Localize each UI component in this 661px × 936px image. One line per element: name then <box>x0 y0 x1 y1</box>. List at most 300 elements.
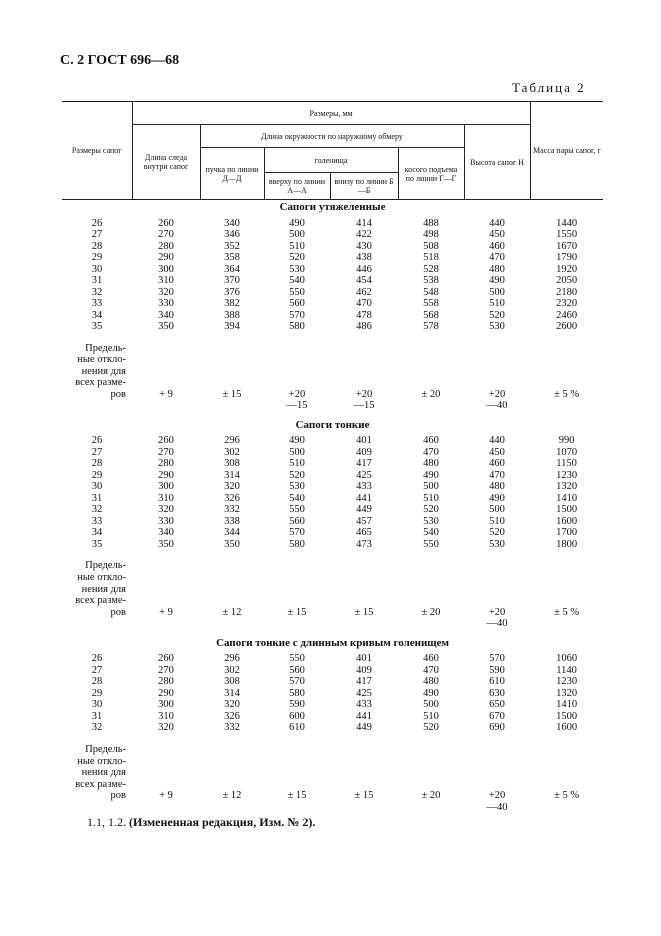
table-cell: 401 <box>356 435 372 447</box>
table-cell: 2600 <box>556 321 578 332</box>
table-cell: 310 <box>158 710 174 722</box>
limit-value-lower <box>132 618 200 630</box>
table-cell: 490 <box>423 469 439 481</box>
table-cell: 280 <box>158 240 174 252</box>
limits-label-line: нения для <box>81 365 126 377</box>
limit-value: ± 20 <box>421 388 441 400</box>
limit-value-lower <box>530 802 603 814</box>
limit-value: ± 15 <box>222 388 242 400</box>
limits-label-line: всех разме- <box>75 595 126 607</box>
table-cell: 508 <box>423 240 439 252</box>
table-cell: 1150 <box>556 458 577 470</box>
header-dims: Размеры, мм <box>132 102 530 125</box>
limits-cell <box>464 333 530 401</box>
table-cell: 340 <box>224 217 240 229</box>
table-cell: 302 <box>224 446 240 458</box>
table-cell: 308 <box>224 458 240 470</box>
table-cell: 550 <box>289 653 305 665</box>
table-cell: 540 <box>289 275 305 286</box>
table-row <box>62 711 603 723</box>
table-row <box>62 435 603 447</box>
table-cell: 394 <box>224 321 240 332</box>
limits-row-lower <box>62 802 603 814</box>
limit-value: ± 5 % <box>554 790 580 802</box>
table-cell: 28 <box>91 676 103 688</box>
table-cell: 26 <box>91 435 103 447</box>
limits-cell <box>398 734 464 802</box>
limit-value-lower <box>330 802 398 814</box>
table-cell: 340 <box>158 309 174 321</box>
table-cell: 630 <box>489 687 505 699</box>
table-cell: 1550 <box>556 229 578 240</box>
table-cell: 530 <box>423 515 439 527</box>
table-cell: 409 <box>356 446 372 458</box>
table-cell: 340 <box>158 527 174 539</box>
table-cell: 326 <box>224 492 240 504</box>
table-cell: 480 <box>423 676 439 688</box>
limits-cell <box>330 734 398 802</box>
table-cell: 32 <box>91 722 103 734</box>
table-cell: 460 <box>489 240 505 252</box>
table-cell: 1790 <box>556 252 578 263</box>
table-cell: 29 <box>91 252 103 263</box>
table-cell: 470 <box>356 298 372 309</box>
table-cell: 433 <box>356 481 372 493</box>
limit-value: +20 <box>488 388 506 400</box>
limit-value: ± 12 <box>222 790 242 802</box>
limits-label <box>62 734 132 802</box>
limit-value-lower <box>398 400 464 412</box>
limit-value: ± 15 <box>287 606 307 618</box>
table-cell: 280 <box>158 458 174 470</box>
section-title-row <box>62 200 603 218</box>
table-cell: 462 <box>356 286 372 298</box>
table-cell: 27 <box>91 664 103 676</box>
boots-dimensions-table <box>62 101 603 813</box>
table-cell: 446 <box>356 263 372 275</box>
limits-cell <box>132 734 200 802</box>
table-cell: 520 <box>423 722 439 734</box>
limit-value: + 9 <box>159 388 173 400</box>
table-cell: 1410 <box>556 699 578 711</box>
table-cell: 2460 <box>556 309 578 321</box>
limits-cell <box>464 550 530 618</box>
header-instep: косого подъема по линии Г—Г <box>398 148 464 200</box>
limits-label-line: всех разме- <box>75 377 126 389</box>
table-row <box>62 218 603 230</box>
table-cell: 1800 <box>556 538 578 550</box>
limit-value: ± 5 % <box>554 606 580 618</box>
header-shaft-bottom: внизу по линии Б—Б <box>330 173 398 200</box>
table-cell: 422 <box>356 229 372 240</box>
limits-row <box>62 333 603 401</box>
table-cell: 330 <box>158 515 174 527</box>
limits-label-line: ные откло- <box>77 354 126 366</box>
table-cell: 425 <box>356 469 372 481</box>
table-cell: 376 <box>224 286 240 298</box>
table-row <box>62 275 603 287</box>
table-cell: 530 <box>489 321 505 332</box>
limit-value-lower: —40 <box>486 400 508 412</box>
table-cell: 510 <box>423 492 439 504</box>
limits-row-lower <box>62 400 603 412</box>
limit-value: +20 <box>488 606 506 618</box>
table-row <box>62 298 603 310</box>
header-sizes: Размеры сапог <box>62 102 132 200</box>
table-cell: 480 <box>489 263 505 275</box>
table-cell: 490 <box>489 275 505 286</box>
table-cell: 550 <box>289 286 305 298</box>
table-cell: 560 <box>289 298 305 309</box>
table-cell: 33 <box>91 298 103 309</box>
table-cell: 30 <box>91 263 103 275</box>
table-cell: 450 <box>489 229 505 240</box>
table-cell: 332 <box>224 722 240 734</box>
table-cell: 568 <box>423 309 439 321</box>
table-cell: 414 <box>356 217 372 229</box>
limit-value-lower: —40 <box>486 801 508 813</box>
table-cell: 590 <box>489 664 505 676</box>
table-cell: 538 <box>423 275 439 286</box>
table-cell: 302 <box>224 664 240 676</box>
table-cell: 27 <box>91 229 103 240</box>
table-cell: 498 <box>423 229 439 240</box>
table-cell: 449 <box>356 722 372 734</box>
table-cell: 308 <box>224 676 240 688</box>
table-cell: 290 <box>158 469 174 481</box>
table-cell: 310 <box>158 492 174 504</box>
limit-value-lower <box>200 400 264 412</box>
table-cell: 296 <box>224 653 240 665</box>
limit-value-lower <box>530 618 603 630</box>
table-cell: 600 <box>289 710 305 722</box>
limit-value: ± 15 <box>287 790 307 802</box>
limits-label-line: ров <box>110 388 126 400</box>
table-cell: 358 <box>224 252 240 263</box>
limit-value: ± 5 % <box>554 388 580 400</box>
table-cell: 26 <box>91 217 103 229</box>
table-cell: 457 <box>356 515 372 527</box>
table-cell: 690 <box>489 722 505 734</box>
table-row <box>62 539 603 551</box>
table-cell: 610 <box>289 722 305 734</box>
table-cell: 488 <box>423 217 439 229</box>
limits-label-line: ров <box>110 606 126 618</box>
table-row <box>62 287 603 299</box>
table-cell: 260 <box>158 653 174 665</box>
limit-value-lower <box>132 400 200 412</box>
table-cell: 580 <box>289 687 305 699</box>
limit-value: ± 12 <box>222 606 242 618</box>
table-cell: 1230 <box>556 469 578 481</box>
limits-cell <box>330 333 398 401</box>
table-cell: 490 <box>289 217 305 229</box>
limit-value-lower <box>398 802 464 814</box>
table-cell: 1600 <box>556 515 578 527</box>
table-cell: 650 <box>489 699 505 711</box>
page-header: С. 2 ГОСТ 696—68 <box>60 53 180 68</box>
table-cell: 326 <box>224 710 240 722</box>
table-cell: 500 <box>423 481 439 493</box>
table-cell: 1440 <box>556 217 578 229</box>
table-cell: 570 <box>289 527 305 539</box>
table-title: Таблица 2 <box>512 80 586 95</box>
table-cell: 438 <box>356 252 372 263</box>
table-row <box>62 264 603 276</box>
table-cell: 510 <box>289 458 305 470</box>
header-shaft: голенища <box>264 148 398 173</box>
footnote-amendment: (Измененная редакция, Изм. № 2). <box>129 815 316 829</box>
limits-label-line: Предель- <box>85 342 126 354</box>
table-cell: 1320 <box>556 481 578 493</box>
table-cell: 430 <box>356 240 372 252</box>
table-row <box>62 699 603 711</box>
limit-value: +20 <box>488 790 506 802</box>
limits-label-line: ные откло- <box>77 755 126 767</box>
limit-value-lower <box>530 400 603 412</box>
limits-label-line: Предель- <box>85 560 126 572</box>
table-cell: 314 <box>224 469 240 481</box>
table-cell: 425 <box>356 687 372 699</box>
table-row <box>62 665 603 677</box>
table-cell: 580 <box>289 321 305 332</box>
table-row <box>62 676 603 688</box>
table-cell: 35 <box>91 321 103 332</box>
table-cell: 570 <box>489 653 505 665</box>
table-cell: 1500 <box>556 504 578 516</box>
table-cell: 296 <box>224 435 240 447</box>
table-cell: 490 <box>289 435 305 447</box>
limit-value-lower <box>264 618 330 630</box>
table-cell: 520 <box>289 469 305 481</box>
table-cell: 433 <box>356 699 372 711</box>
section-title-row <box>62 418 603 436</box>
table-cell: 320 <box>224 481 240 493</box>
limits-spacer <box>62 400 132 412</box>
limits-cell <box>530 734 603 802</box>
table-cell: 2180 <box>556 286 578 298</box>
table-cell: 558 <box>423 298 439 309</box>
table-row <box>62 688 603 700</box>
header-mass: Масса пары сапог, г <box>530 102 603 200</box>
table-cell: 32 <box>91 286 103 298</box>
limits-label-line: нения для <box>81 767 126 779</box>
table-cell: 382 <box>224 298 240 309</box>
limits-label <box>62 550 132 618</box>
limit-value-lower: —40 <box>486 618 508 630</box>
table-cell: 370 <box>224 275 240 286</box>
footnote-prefix: 1.1, 1.2. <box>87 815 126 829</box>
table-cell: 520 <box>489 309 505 321</box>
table-cell: 34 <box>91 527 103 539</box>
table-cell: 300 <box>158 481 174 493</box>
table-cell: 320 <box>158 722 174 734</box>
limits-label <box>62 333 132 401</box>
section-title-row <box>62 636 603 654</box>
table-cell: 28 <box>91 458 103 470</box>
table-cell: 1140 <box>556 664 577 676</box>
table-row <box>62 493 603 505</box>
table-cell: 486 <box>356 321 372 332</box>
table-cell: 270 <box>158 446 174 458</box>
table-cell: 510 <box>423 710 439 722</box>
table-cell: 460 <box>423 435 439 447</box>
table-row <box>62 241 603 253</box>
table-cell: 610 <box>489 676 505 688</box>
limits-label-line: нения для <box>81 583 126 595</box>
limit-value-lower <box>398 618 464 630</box>
limit-value-lower <box>200 802 264 814</box>
table-cell: 30 <box>91 481 103 493</box>
limits-cell <box>132 333 200 401</box>
limit-value: ± 20 <box>421 790 441 802</box>
header-shaft-top: вверху по линии А—А <box>264 173 330 200</box>
table-cell: 320 <box>158 286 174 298</box>
table-cell: 570 <box>289 676 305 688</box>
table-cell: 528 <box>423 263 439 275</box>
table-cell: 260 <box>158 435 174 447</box>
table-body <box>62 200 603 814</box>
table-cell: 338 <box>224 515 240 527</box>
table-cell: 1600 <box>556 722 578 734</box>
table-cell: 330 <box>158 298 174 309</box>
table-cell: 31 <box>91 710 103 722</box>
table-row <box>62 527 603 539</box>
table-cell: 500 <box>489 504 505 516</box>
table-cell: 1500 <box>556 710 578 722</box>
table-row <box>62 447 603 459</box>
header-trace-length: Длина следа внутри сапог <box>132 125 200 200</box>
table-row <box>62 504 603 516</box>
limits-cell <box>264 550 330 618</box>
table-cell: 548 <box>423 286 439 298</box>
table-cell: 670 <box>489 710 505 722</box>
table-cell: 500 <box>289 229 305 240</box>
table-cell: 2050 <box>556 275 578 286</box>
table-cell: 449 <box>356 504 372 516</box>
table-cell: 578 <box>423 321 439 332</box>
limits-cell <box>200 550 264 618</box>
footnote <box>87 815 315 830</box>
table-cell: 1700 <box>556 527 578 539</box>
table-cell: 441 <box>356 492 372 504</box>
limits-row <box>62 734 603 802</box>
table-cell: 290 <box>158 252 174 263</box>
table-cell: 31 <box>91 492 103 504</box>
table-cell: 510 <box>489 515 505 527</box>
table-cell: 30 <box>91 699 103 711</box>
header-height: Высота сапог Н <box>464 125 530 200</box>
table-cell: 990 <box>558 435 575 447</box>
table-cell: 520 <box>489 527 505 539</box>
limits-row <box>62 550 603 618</box>
table-cell: 346 <box>224 229 240 240</box>
limits-label-line: Предель- <box>85 743 126 755</box>
limit-value-lower <box>132 802 200 814</box>
table-cell: 27 <box>91 446 103 458</box>
limits-cell <box>398 333 464 401</box>
limit-value: +20 <box>355 388 373 400</box>
table-cell: 1670 <box>556 240 578 252</box>
header-bunch: пучка по линии Д—Д <box>200 148 264 200</box>
table-cell: 490 <box>423 687 439 699</box>
table-cell: 290 <box>158 687 174 699</box>
table-cell: 470 <box>489 252 505 263</box>
table-cell: 530 <box>289 263 305 275</box>
table-cell: 31 <box>91 275 103 286</box>
limits-cell <box>530 550 603 618</box>
section-title: Сапоги тонкие с длинным кривым голенищем <box>216 636 449 649</box>
table-cell: 280 <box>158 676 174 688</box>
table-row <box>62 470 603 482</box>
table-cell: 500 <box>423 699 439 711</box>
table-cell: 270 <box>158 229 174 240</box>
limits-spacer <box>62 802 132 814</box>
table-cell: 33 <box>91 515 103 527</box>
table-cell: 26 <box>91 653 103 665</box>
table-cell: 530 <box>289 481 305 493</box>
table-cell: 28 <box>91 240 103 252</box>
table-row <box>62 481 603 493</box>
limit-value: ± 15 <box>354 790 374 802</box>
table-row <box>62 310 603 322</box>
limits-row-lower <box>62 618 603 630</box>
limit-value: + 9 <box>159 606 173 618</box>
table-cell: 520 <box>423 504 439 516</box>
table-cell: 450 <box>489 446 505 458</box>
limits-cell <box>330 550 398 618</box>
limit-value-lower: —15 <box>286 400 308 412</box>
limit-value: +20 <box>288 388 306 400</box>
table-cell: 300 <box>158 699 174 711</box>
limits-spacer <box>62 618 132 630</box>
table-cell: 570 <box>289 309 305 321</box>
table-cell: 480 <box>489 481 505 493</box>
limit-value: + 9 <box>159 790 173 802</box>
table-row <box>62 458 603 470</box>
table-cell: 470 <box>489 469 505 481</box>
table-cell: 590 <box>289 699 305 711</box>
limit-value: ± 20 <box>421 606 441 618</box>
limits-cell <box>132 550 200 618</box>
limit-value-lower <box>330 618 398 630</box>
limit-value-lower: —15 <box>353 400 375 412</box>
table-cell: 350 <box>224 538 240 550</box>
table-cell: 320 <box>158 504 174 516</box>
table-cell: 490 <box>489 492 505 504</box>
limits-cell <box>530 333 603 401</box>
table-cell: 540 <box>289 492 305 504</box>
table-cell: 350 <box>158 321 174 332</box>
table-cell: 560 <box>289 664 305 676</box>
table-cell: 32 <box>91 504 103 516</box>
table-cell: 417 <box>356 676 372 688</box>
table-cell: 440 <box>489 217 505 229</box>
limit-value-lower <box>264 802 330 814</box>
table-cell: 1230 <box>556 676 578 688</box>
table-cell: 300 <box>158 263 174 275</box>
table-cell: 500 <box>489 286 505 298</box>
table-cell: 510 <box>289 240 305 252</box>
table-row <box>62 653 603 665</box>
table-cell: 1060 <box>556 653 578 665</box>
table-cell: 388 <box>224 309 240 321</box>
table-cell: 510 <box>489 298 505 309</box>
table-cell: 1320 <box>556 687 578 699</box>
table-cell: 350 <box>158 538 174 550</box>
table-cell: 580 <box>289 538 305 550</box>
limit-value-lower <box>200 618 264 630</box>
